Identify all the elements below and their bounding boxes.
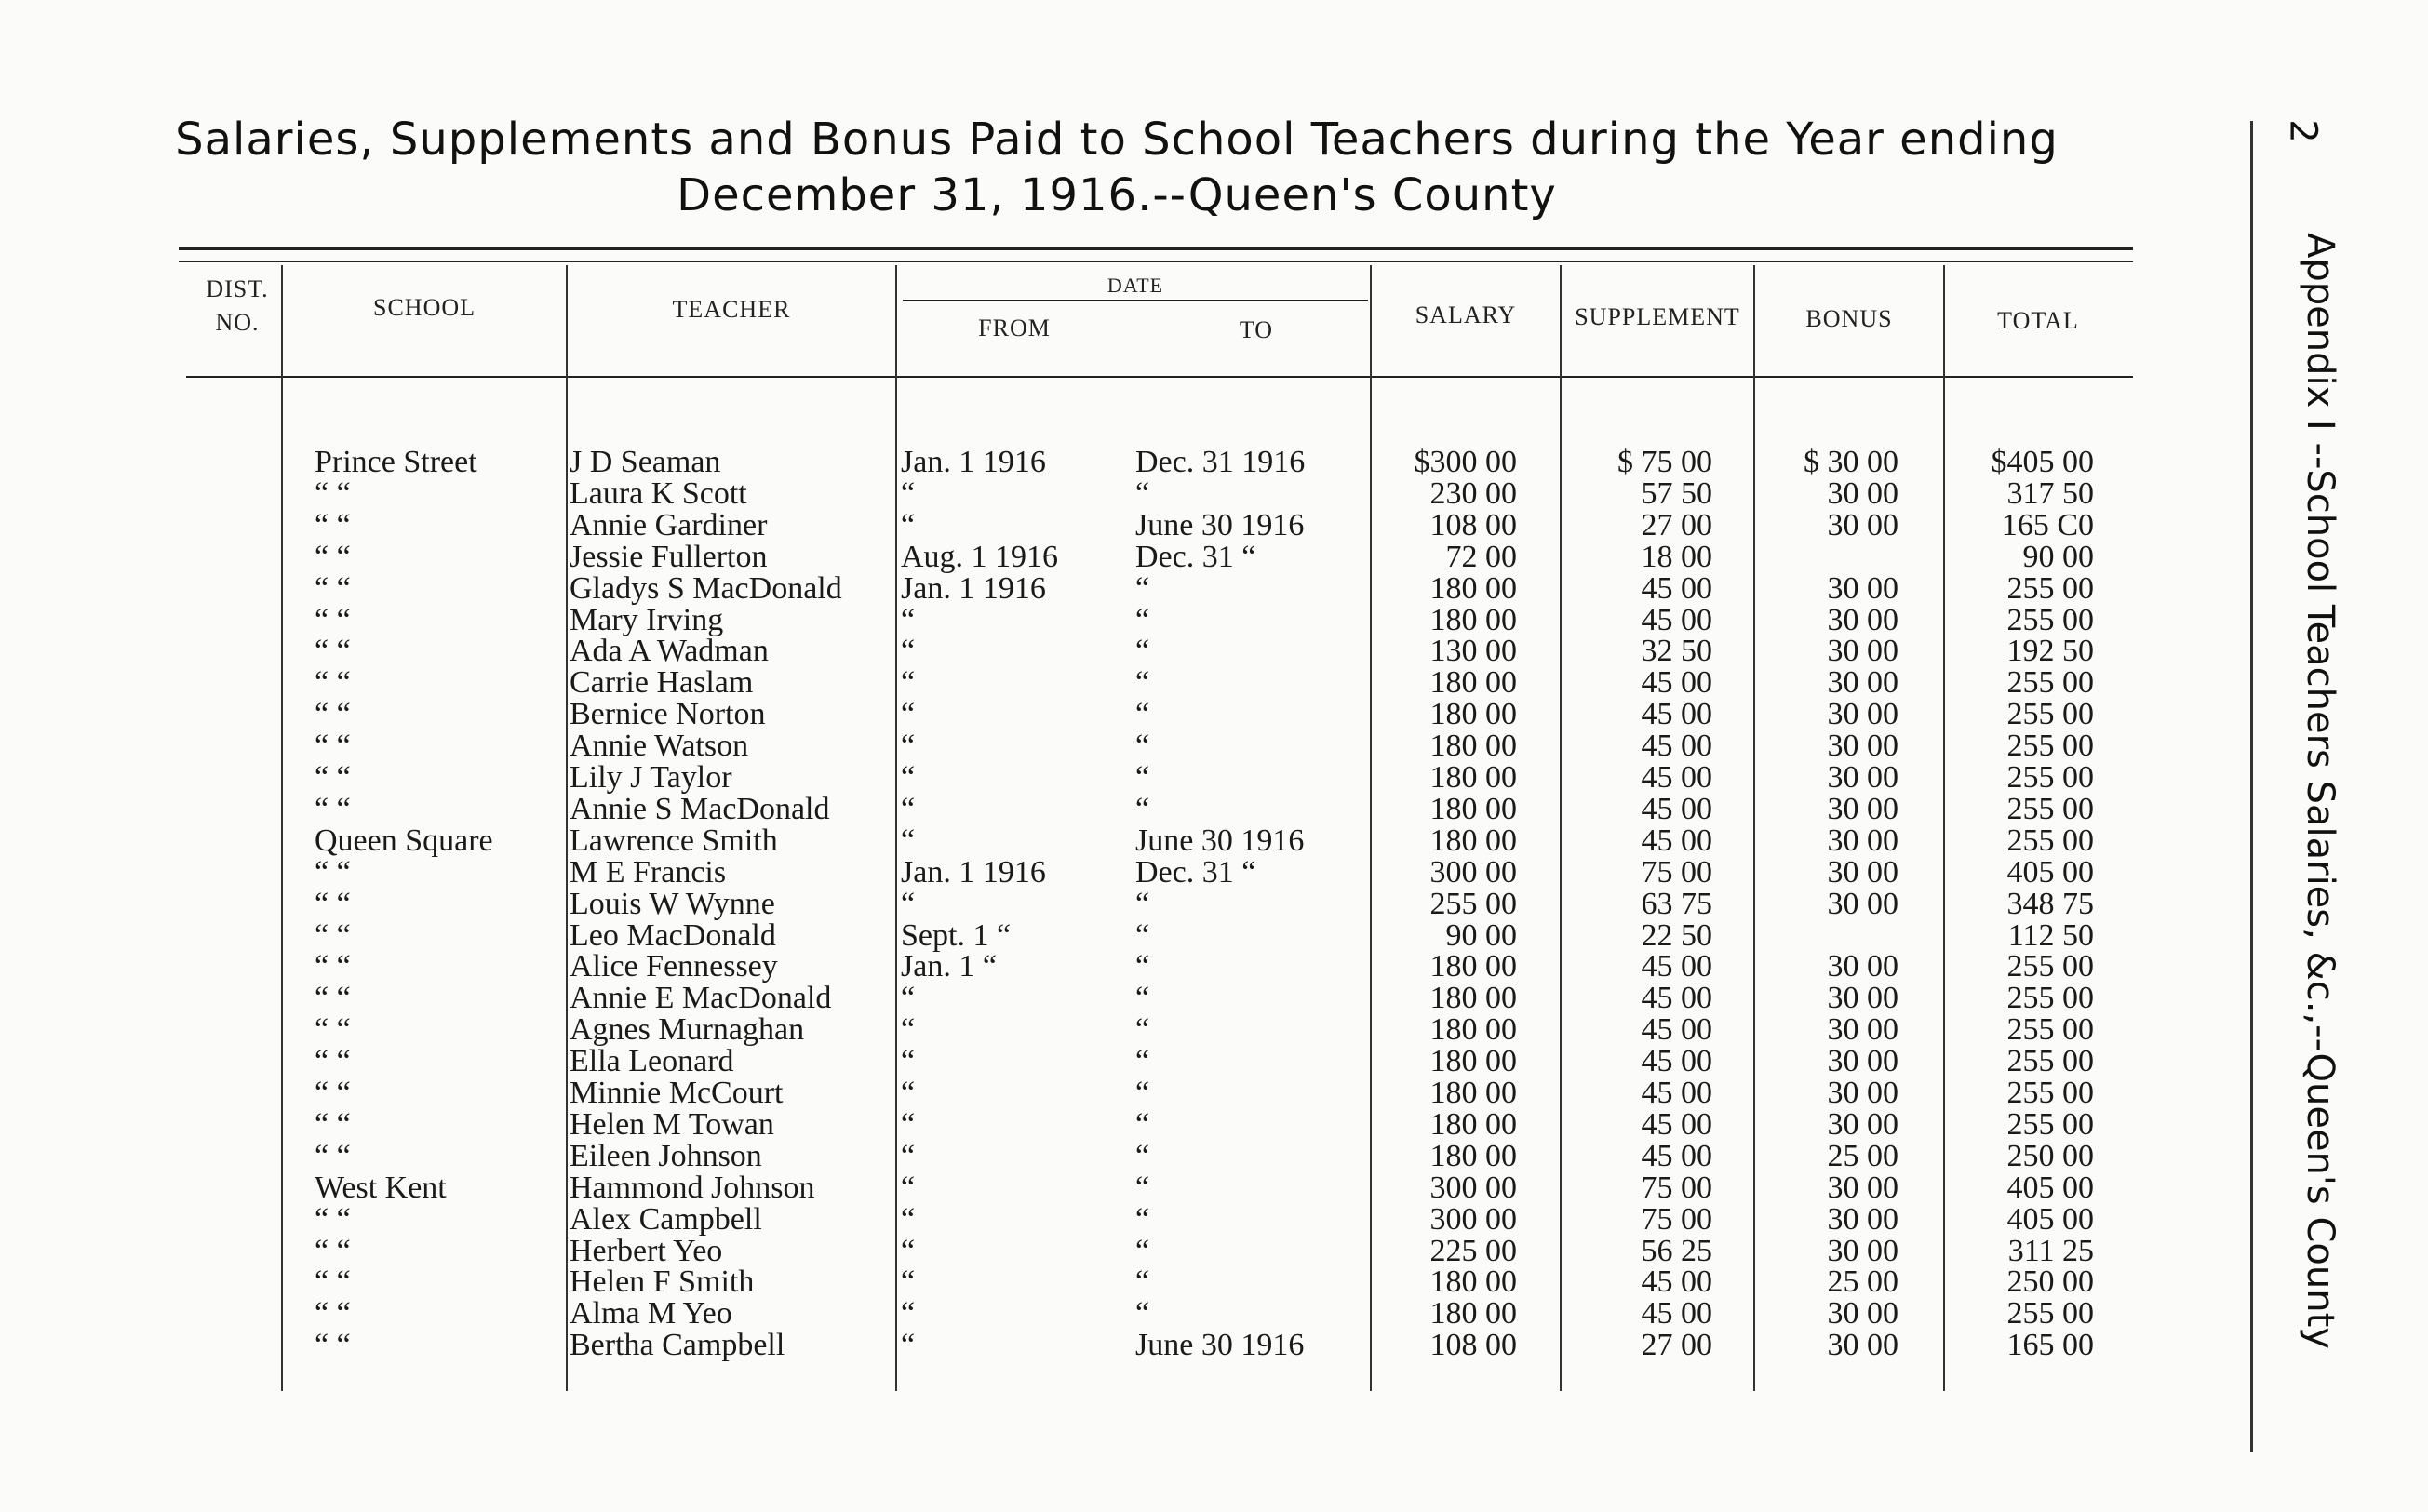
table-row	[0, 1298, 2233, 1330]
cell-from: “	[901, 602, 916, 637]
cell-total: 90 00	[2022, 539, 2094, 574]
cell-teacher: Minnie McCourt	[570, 1076, 784, 1110]
cell-school: “ “	[315, 570, 351, 606]
cell-salary: 180 00	[1429, 981, 1517, 1016]
cell-school: “ “	[315, 1201, 351, 1237]
cell-salary: 180 00	[1429, 1044, 1517, 1079]
cell-school: “ “	[315, 475, 351, 511]
cell-supplement: 45 00	[1641, 602, 1712, 637]
cell-salary: 300 00	[1429, 1170, 1517, 1205]
cell-supplement: 45 00	[1641, 949, 1712, 984]
cell-teacher: Alice Fennessey	[570, 949, 778, 984]
cell-salary: 108 00	[1429, 1328, 1517, 1363]
table-row	[0, 475, 2233, 511]
cell-supplement: $ 75 00	[1617, 445, 1712, 479]
cell-from: “	[901, 634, 916, 669]
table-row	[0, 730, 2233, 762]
cell-salary: 180 00	[1429, 1076, 1517, 1110]
cell-teacher: Eileen Johnson	[570, 1138, 762, 1173]
cell-supplement: 45 00	[1641, 1138, 1712, 1173]
cell-to: Dec. 31 “	[1135, 854, 1256, 890]
cell-bonus: 30 00	[1827, 949, 1898, 984]
cell-to: “	[1135, 917, 1150, 953]
cell-teacher: Leo MacDonald	[570, 917, 776, 953]
top-rule	[179, 247, 2133, 250]
cell-supplement: 56 25	[1641, 1233, 1712, 1268]
cell-bonus: 30 00	[1827, 1170, 1898, 1205]
cell-salary: 180 00	[1429, 570, 1517, 606]
cell-supplement: 45 00	[1641, 570, 1712, 606]
header-total: TOTAL	[1997, 307, 2079, 334]
cell-to: “	[1135, 634, 1150, 669]
cell-from: “	[901, 886, 916, 921]
table-row	[0, 762, 2233, 794]
cell-salary: 180 00	[1429, 823, 1517, 858]
cell-to: “	[1135, 1106, 1150, 1142]
cell-from: “	[901, 1233, 916, 1268]
cell-salary: 108 00	[1429, 507, 1517, 542]
cell-bonus: 25 00	[1827, 1138, 1898, 1173]
cell-to: “	[1135, 602, 1150, 637]
cell-to: “	[1135, 1012, 1150, 1048]
cell-total: 255 00	[2006, 823, 2094, 858]
cell-from: Jan. 1 1916	[901, 445, 1046, 479]
cell-to: Dec. 31 1916	[1135, 445, 1306, 479]
header-no: NO.	[215, 309, 260, 336]
cell-to: June 30 1916	[1135, 507, 1305, 542]
table-row	[0, 1201, 2233, 1237]
cell-school: “ “	[315, 539, 351, 574]
cell-teacher: Louis W Wynne	[570, 886, 775, 921]
table-row	[0, 507, 2233, 542]
table-row	[0, 1106, 2233, 1142]
header-dist: DIST.	[206, 275, 269, 302]
cell-total: $405 00	[1991, 445, 2094, 479]
cell-teacher: Annie E MacDonald	[570, 981, 832, 1016]
cell-total: 255 00	[2006, 1296, 2094, 1331]
cell-to: “	[1135, 665, 1150, 701]
table-row	[0, 854, 2233, 890]
cell-teacher: Lily J Taylor	[570, 760, 732, 795]
cell-school: “ “	[315, 602, 351, 637]
top-rule-thin	[179, 261, 2133, 262]
cell-salary: 180 00	[1429, 949, 1517, 984]
cell-total: 255 00	[2006, 791, 2094, 826]
cell-from: “	[901, 729, 916, 764]
table-row	[0, 447, 2233, 478]
cell-total: 255 00	[2006, 665, 2094, 701]
table-row	[0, 1172, 2233, 1204]
page-title-line-1: Salaries, Supplements and Bonus Paid to School Teachers during the Year ending	[175, 114, 2059, 166]
cell-school: “ “	[315, 791, 351, 826]
cell-school: “ “	[315, 1296, 351, 1331]
cell-from: Aug. 1 1916	[901, 539, 1059, 574]
cell-total: 317 50	[2006, 475, 2094, 511]
cell-to: “	[1135, 697, 1150, 732]
cell-to: “	[1135, 1201, 1150, 1237]
cell-total: 255 00	[2006, 981, 2094, 1016]
cell-supplement: 45 00	[1641, 1264, 1712, 1300]
cell-bonus: 30 00	[1827, 854, 1898, 890]
table-row	[0, 1233, 2233, 1268]
cell-bonus: 30 00	[1827, 665, 1898, 701]
cell-from: “	[901, 1138, 916, 1173]
cell-from: “	[901, 697, 916, 732]
cell-salary: 255 00	[1429, 886, 1517, 921]
cell-salary: 180 00	[1429, 1012, 1517, 1048]
cell-school: “ “	[315, 665, 351, 701]
table-row	[0, 1014, 2233, 1046]
cell-bonus: 30 00	[1827, 1106, 1898, 1142]
cell-bonus: 30 00	[1827, 1296, 1898, 1331]
cell-to: “	[1135, 1138, 1150, 1173]
cell-salary: 180 00	[1429, 1138, 1517, 1173]
cell-teacher: Alma M Yeo	[570, 1296, 732, 1331]
right-border-line	[2250, 121, 2253, 1452]
cell-total: 255 00	[2006, 1076, 2094, 1110]
cell-to: “	[1135, 791, 1150, 826]
cell-to: “	[1135, 886, 1150, 921]
cell-bonus: 30 00	[1827, 729, 1898, 764]
cell-teacher: Helen M Towan	[570, 1106, 774, 1142]
cell-bonus: 30 00	[1827, 697, 1898, 732]
cell-from: “	[901, 1076, 916, 1110]
table-row	[0, 886, 2233, 921]
cell-school: West Kent	[315, 1170, 447, 1205]
cell-to: “	[1135, 1044, 1150, 1079]
cell-total: 250 00	[2006, 1264, 2094, 1300]
cell-supplement: 45 00	[1641, 1296, 1712, 1331]
cell-teacher: Ada A Wadman	[570, 634, 769, 669]
cell-total: 255 00	[2006, 1012, 2094, 1048]
header-to: TO	[1239, 316, 1274, 343]
table-row	[0, 636, 2233, 667]
cell-supplement: 45 00	[1641, 697, 1712, 732]
cell-teacher: Hammond Johnson	[570, 1170, 815, 1205]
cell-supplement: 45 00	[1641, 1012, 1712, 1048]
cell-total: 255 00	[2006, 949, 2094, 984]
table-row	[0, 602, 2233, 637]
cell-bonus: 30 00	[1827, 1012, 1898, 1048]
cell-salary: 180 00	[1429, 1296, 1517, 1331]
cell-teacher: Bertha Campbell	[570, 1328, 785, 1363]
cell-bonus: 30 00	[1827, 1201, 1898, 1237]
date-divider-rule	[903, 300, 1368, 301]
cell-total: 405 00	[2006, 1170, 2094, 1205]
cell-from: Sept. 1 “	[901, 917, 1012, 953]
cell-supplement: 27 00	[1641, 507, 1712, 542]
cell-teacher: Carrie Haslam	[570, 665, 754, 701]
cell-school: “ “	[315, 1264, 351, 1300]
cell-salary: 225 00	[1429, 1233, 1517, 1268]
side-label: Appendix I --School Teachers Salaries, &c.,--Queen's County	[2299, 233, 2341, 1349]
cell-teacher: J D Seaman	[570, 445, 721, 479]
cell-total: 192 50	[2006, 634, 2094, 669]
header-school: SCHOOL	[372, 294, 476, 321]
cell-total: 348 75	[2006, 886, 2094, 921]
cell-salary: 180 00	[1429, 1106, 1517, 1142]
cell-school: “ “	[315, 634, 351, 669]
table-row	[0, 825, 2233, 857]
cell-school: Prince Street	[315, 445, 477, 479]
cell-teacher: Agnes Murnaghan	[570, 1012, 805, 1048]
cell-from: Jan. 1 1916	[901, 570, 1046, 606]
table-row	[0, 951, 2233, 983]
cell-school: “ “	[315, 1012, 351, 1048]
cell-to: “	[1135, 981, 1150, 1016]
table-row	[0, 1077, 2233, 1109]
cell-from: “	[901, 1264, 916, 1300]
header-teacher: TEACHER	[672, 296, 791, 323]
cell-from: “	[901, 665, 916, 701]
cell-from: “	[901, 823, 916, 858]
cell-school: “ “	[315, 949, 351, 984]
cell-school: “ “	[315, 729, 351, 764]
cell-salary: 180 00	[1429, 602, 1517, 637]
cell-supplement: 45 00	[1641, 823, 1712, 858]
cell-to: “	[1135, 1296, 1150, 1331]
cell-salary: 180 00	[1429, 760, 1517, 795]
cell-bonus: 30 00	[1827, 634, 1898, 669]
cell-school: “ “	[315, 981, 351, 1016]
table-row	[0, 1138, 2233, 1173]
cell-from: Jan. 1 “	[901, 949, 997, 984]
header-date: DATE	[1107, 274, 1164, 297]
cell-total: 165 00	[2006, 1328, 2094, 1363]
cell-teacher: Mary Irving	[570, 602, 724, 637]
cell-from: “	[901, 760, 916, 795]
cell-total: 255 00	[2006, 602, 2094, 637]
cell-teacher: Laura K Scott	[570, 475, 747, 511]
cell-salary: 230 00	[1429, 475, 1517, 511]
cell-from: “	[901, 791, 916, 826]
table-row	[0, 983, 2233, 1014]
header-supplement: SUPPLEMENT	[1575, 303, 1740, 330]
cell-teacher: Annie Watson	[570, 729, 749, 764]
cell-school: “ “	[315, 854, 351, 890]
cell-from: “	[901, 1296, 916, 1331]
cell-salary: 300 00	[1429, 854, 1517, 890]
cell-salary: 72 00	[1445, 539, 1517, 574]
cell-supplement: 45 00	[1641, 1106, 1712, 1142]
cell-school: “ “	[315, 1138, 351, 1173]
cell-total: 255 00	[2006, 570, 2094, 606]
cell-salary: $300 00	[1414, 445, 1517, 479]
cell-bonus: 30 00	[1827, 1076, 1898, 1110]
cell-total: 250 00	[2006, 1138, 2094, 1173]
cell-total: 255 00	[2006, 760, 2094, 795]
cell-supplement: 45 00	[1641, 981, 1712, 1016]
cell-teacher: Jessie Fullerton	[570, 539, 768, 574]
cell-supplement: 45 00	[1641, 665, 1712, 701]
cell-from: “	[901, 1106, 916, 1142]
cell-from: “	[901, 981, 916, 1016]
table-row	[0, 1266, 2233, 1298]
cell-supplement: 45 00	[1641, 729, 1712, 764]
table-row	[0, 570, 2233, 606]
cell-supplement: 32 50	[1641, 634, 1712, 669]
cell-teacher: Lawrence Smith	[570, 823, 778, 858]
cell-teacher: Annie Gardiner	[570, 507, 768, 542]
table-row	[0, 1330, 2233, 1361]
cell-salary: 180 00	[1429, 697, 1517, 732]
cell-supplement: 75 00	[1641, 1201, 1712, 1237]
cell-total: 405 00	[2006, 854, 2094, 890]
cell-teacher: Bernice Norton	[570, 697, 766, 732]
page-title-line-2: December 31, 1916.--Queen's County	[677, 169, 1557, 221]
cell-bonus: 25 00	[1827, 1264, 1898, 1300]
cell-supplement: 63 75	[1641, 886, 1712, 921]
cell-school: “ “	[315, 886, 351, 921]
cell-to: “	[1135, 570, 1150, 606]
header-salary: SALARY	[1415, 301, 1517, 328]
cell-to: June 30 1916	[1135, 823, 1305, 858]
cell-school: “ “	[315, 1106, 351, 1142]
cell-supplement: 75 00	[1641, 1170, 1712, 1205]
cell-bonus: 30 00	[1827, 886, 1898, 921]
cell-school: “ “	[315, 917, 351, 953]
cell-teacher: Alex Campbell	[570, 1201, 762, 1237]
cell-supplement: 45 00	[1641, 791, 1712, 826]
cell-to: “	[1135, 1170, 1150, 1205]
cell-teacher: M E Francis	[570, 854, 727, 890]
cell-salary: 180 00	[1429, 791, 1517, 826]
cell-school: “ “	[315, 1233, 351, 1268]
cell-bonus: 30 00	[1827, 1044, 1898, 1079]
cell-salary: 180 00	[1429, 665, 1517, 701]
cell-supplement: 45 00	[1641, 1076, 1712, 1110]
cell-total: 165 C0	[2001, 507, 2094, 542]
table-row	[0, 791, 2233, 826]
cell-to: “	[1135, 729, 1150, 764]
cell-bonus: $ 30 00	[1804, 445, 1898, 479]
cell-total: 255 00	[2006, 729, 2094, 764]
cell-total: 255 00	[2006, 697, 2094, 732]
cell-total: 112 50	[2007, 917, 2094, 953]
cell-to: “	[1135, 1233, 1150, 1268]
table-row	[0, 917, 2233, 953]
header-bottom-rule	[186, 376, 2133, 378]
cell-school: “ “	[315, 1328, 351, 1363]
table-row	[0, 667, 2233, 699]
header-from: FROM	[978, 314, 1051, 341]
cell-to: “	[1135, 1076, 1150, 1110]
cell-supplement: 27 00	[1641, 1328, 1712, 1363]
cell-to: “	[1135, 475, 1150, 511]
cell-salary: 180 00	[1429, 729, 1517, 764]
cell-bonus: 30 00	[1827, 570, 1898, 606]
cell-to: June 30 1916	[1135, 1328, 1305, 1363]
cell-school: “ “	[315, 760, 351, 795]
cell-total: 405 00	[2006, 1201, 2094, 1237]
cell-from: “	[901, 1328, 916, 1363]
cell-teacher: Ella Leonard	[570, 1044, 734, 1079]
cell-from: Jan. 1 1916	[901, 854, 1046, 890]
table-row	[0, 539, 2233, 574]
cell-supplement: 75 00	[1641, 854, 1712, 890]
cell-salary: 90 00	[1445, 917, 1517, 953]
cell-school: “ “	[315, 1076, 351, 1110]
table-row	[0, 1046, 2233, 1077]
cell-supplement: 22 50	[1641, 917, 1712, 953]
cell-teacher: Gladys S MacDonald	[570, 570, 842, 606]
page-number: 2	[2281, 119, 2325, 143]
cell-teacher: Herbert Yeo	[570, 1233, 723, 1268]
cell-total: 255 00	[2006, 1106, 2094, 1142]
cell-bonus: 30 00	[1827, 507, 1898, 542]
cell-supplement: 45 00	[1641, 1044, 1712, 1079]
cell-from: “	[901, 1012, 916, 1048]
cell-bonus: 30 00	[1827, 475, 1898, 511]
cell-teacher: Annie S MacDonald	[570, 791, 830, 826]
cell-bonus: 30 00	[1827, 760, 1898, 795]
cell-bonus: 30 00	[1827, 1233, 1898, 1268]
cell-teacher: Helen F Smith	[570, 1264, 755, 1300]
cell-salary: 180 00	[1429, 1264, 1517, 1300]
cell-bonus: 30 00	[1827, 981, 1898, 1016]
cell-school: “ “	[315, 1044, 351, 1079]
cell-from: “	[901, 475, 916, 511]
cell-school: “ “	[315, 697, 351, 732]
cell-school: Queen Square	[315, 823, 493, 858]
cell-to: “	[1135, 949, 1150, 984]
cell-from: “	[901, 1201, 916, 1237]
cell-to: “	[1135, 1264, 1150, 1300]
cell-salary: 300 00	[1429, 1201, 1517, 1237]
cell-from: “	[901, 1044, 916, 1079]
cell-from: “	[901, 507, 916, 542]
table-row	[0, 699, 2233, 730]
cell-school: “ “	[315, 507, 351, 542]
cell-bonus: 30 00	[1827, 1328, 1898, 1363]
cell-bonus: 30 00	[1827, 602, 1898, 637]
cell-from: “	[901, 1170, 916, 1205]
cell-bonus: 30 00	[1827, 823, 1898, 858]
cell-total: 311 25	[2007, 1233, 2094, 1268]
cell-supplement: 57 50	[1641, 475, 1712, 511]
cell-supplement: 18 00	[1641, 539, 1712, 574]
cell-total: 255 00	[2006, 1044, 2094, 1079]
cell-salary: 130 00	[1429, 634, 1517, 669]
cell-to: “	[1135, 760, 1150, 795]
header-bonus: BONUS	[1805, 305, 1893, 332]
cell-bonus: 30 00	[1827, 791, 1898, 826]
cell-supplement: 45 00	[1641, 760, 1712, 795]
cell-to: Dec. 31 “	[1135, 539, 1256, 574]
